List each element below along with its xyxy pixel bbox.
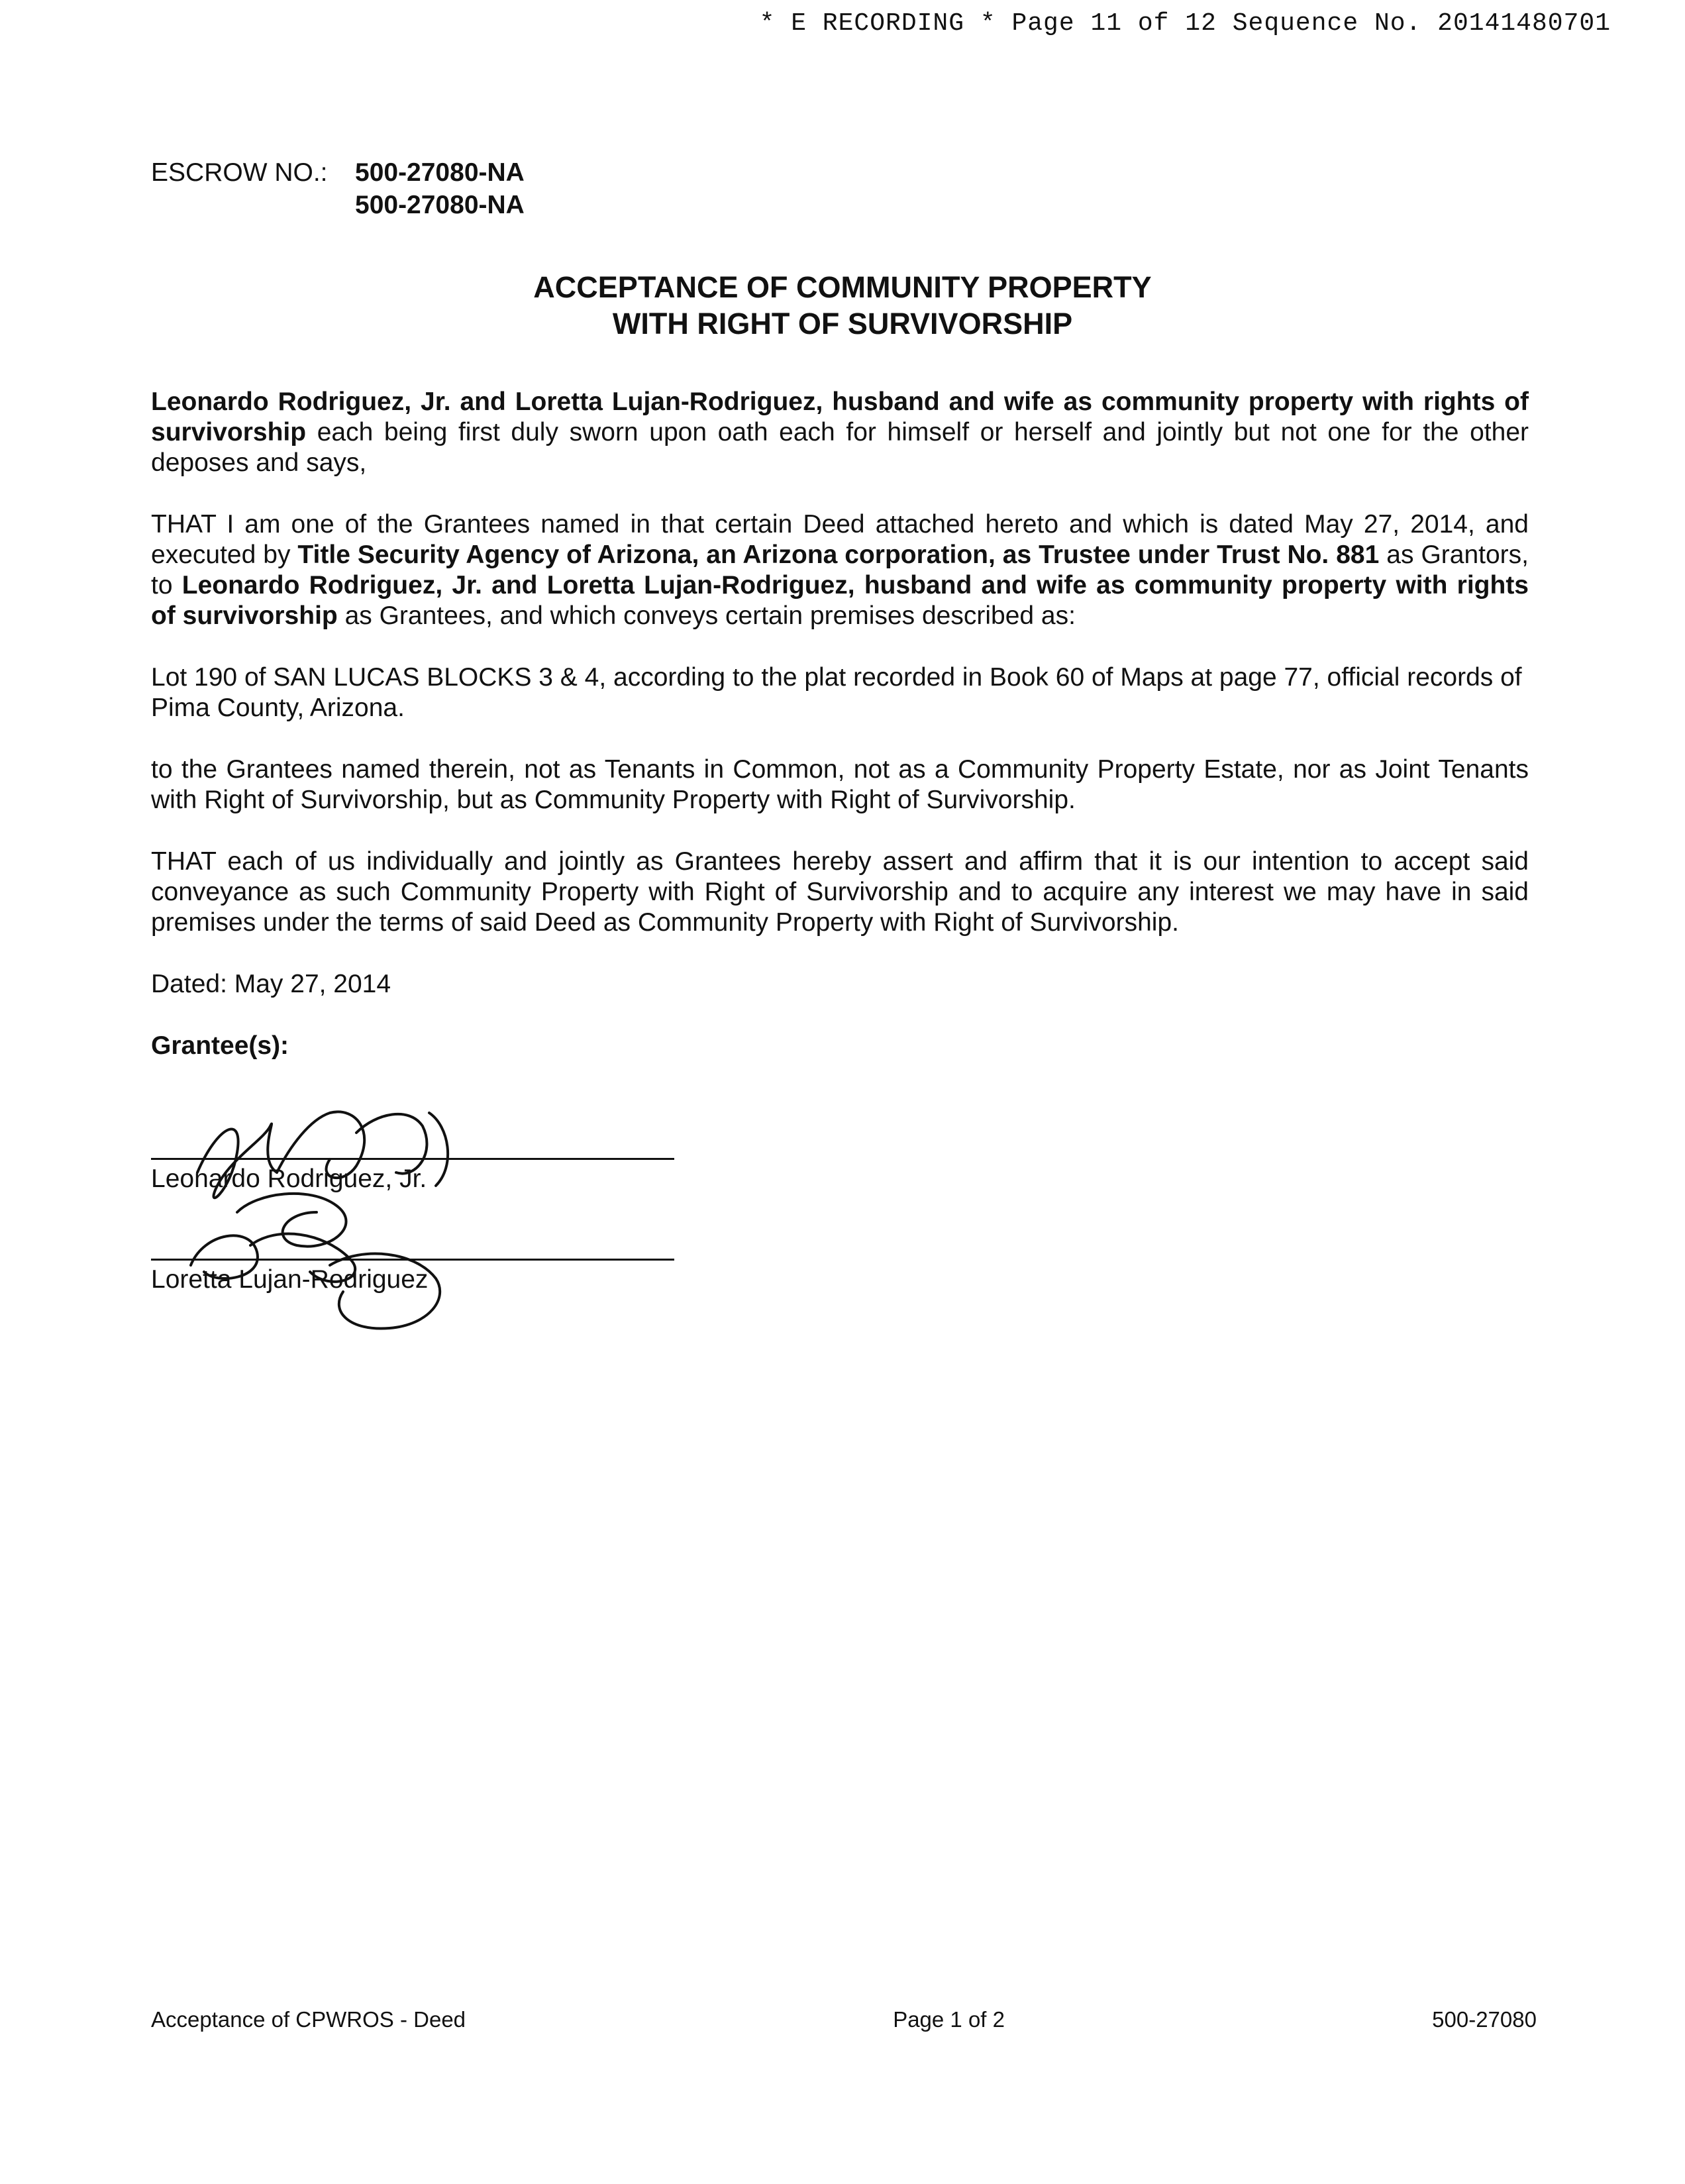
footer-doc-type: Acceptance of CPWROS - Deed [151,2007,466,2032]
paragraph-affirmation: THAT each of us individually and jointly as Grantees hereby assert and affirm that it is our intention to accept said conveyance as such Community Property with Right of Survivorship and to acquire any interest we may have in said premises under the terms of said Deed as Community Property with Right of Survivorship. [151,847,1529,937]
footer-escrow-ref: 500-27080 [1432,2007,1537,2032]
signature-row-2 [151,1259,674,1295]
title-line-2: WITH RIGHT OF SURVIVORSHIP [612,307,1073,340]
signature-line [151,1158,674,1160]
grantees-text-1: THAT I am one of the Grantees named in that certain Deed attached hereto and which is dated May 27, 2014, and executed by [151,510,1529,569]
recording-header: * E RECORDING * Page 11 of 12 Sequence No. 20141480701 [759,9,1611,38]
page-footer [151,2007,1537,2032]
handwritten-signature-icon [178,1100,489,1338]
signer-name: Loretta Lujan-Rodriguez [151,1265,429,1294]
escrow-number-secondary: 500-27080-NA [355,191,525,219]
signer-name: Leonardo Rodriguez, Jr. [151,1165,427,1193]
paragraph-grantees [151,509,1529,631]
grantees-label: Grantee(s): [151,1031,289,1060]
title-line-1: ACCEPTANCE OF COMMUNITY PROPERTY [533,270,1152,304]
paragraph-deponents [151,387,1529,478]
signature-row-1 [151,1158,674,1194]
document-title [0,269,1685,342]
deponents-bold: Leonardo Rodriguez, Jr. and Loretta Lujan-Rodriguez, husband and wife as community property with rights of survivorship [151,388,1529,446]
escrow-label: ESCROW NO.: [151,158,328,187]
paragraph-legal-description: Lot 190 of SAN LUCAS BLOCKS 3 & 4, according to the plat recorded in Book 60 of Maps at page 77, official records of Pima County, Arizona. [151,663,1522,722]
document-body [151,387,1529,1092]
escrow-block [151,156,525,221]
dated-line: Dated: May 27, 2014 [151,970,391,998]
escrow-number: 500-27080-NA [355,158,525,187]
signature-line [151,1259,674,1261]
footer-page-number: Page 1 of 2 [893,2007,1005,2032]
grantor-name: Title Security Agency of Arizona, an Arizona corporation, as Trustee under Trust No. 881 [297,541,1380,569]
grantee-names: Leonardo Rodriguez, Jr. and Loretta Lujan-Rodriguez, husband and wife as community property with rights of survivorship [151,571,1529,630]
deponents-text: each being first duly sworn upon oath each for himself or herself and jointly but not one for the other deposes and says, [151,418,1529,477]
paragraph-tenancy: to the Grantees named therein, not as Tenants in Common, not as a Community Property Estate, nor as Joint Tenants with Right of Survivorship, but as Community Property with Right of Survivorship. [151,755,1529,814]
grantees-text-2: as Grantors, to [151,541,1529,599]
grantees-text-3: as Grantees, and which conveys certain premises described as: [337,601,1076,630]
